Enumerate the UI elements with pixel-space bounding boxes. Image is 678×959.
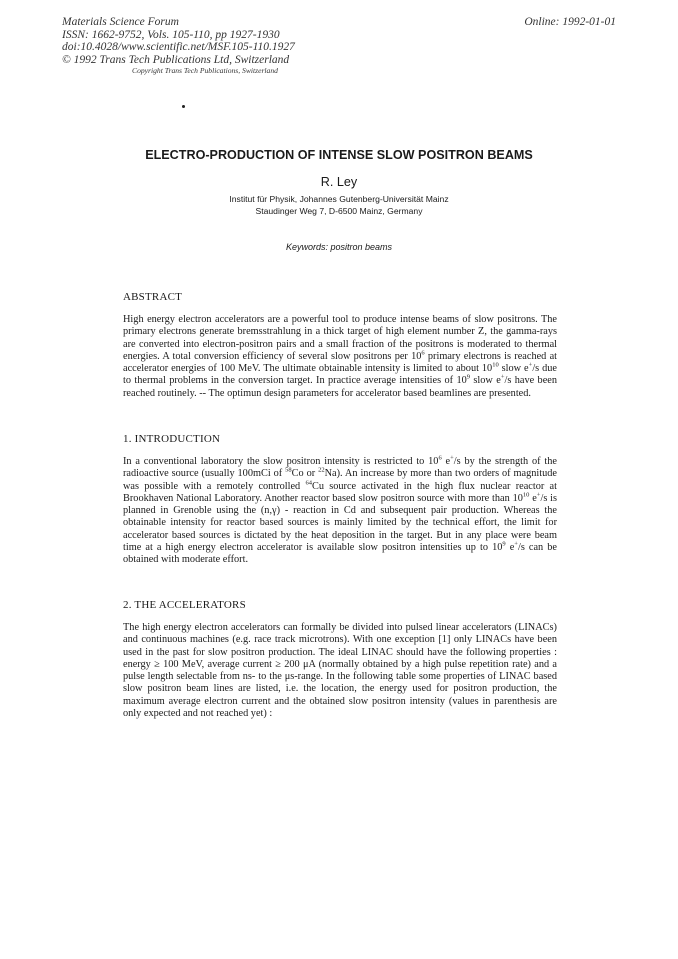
keywords: Keywords: positron beams [285,242,393,252]
stray-dot [182,105,185,108]
accelerators-paragraph: The high energy electron accelerators can formally be divided into pulsed linear accelerators (LINACs) and continuous machines (e.g. race track microtrons). With one exception [1] only LINACs have been used in the past for slow positron production. The ideal LINAC should have the following properties : energy ≥ 100 MeV, average current ≥ 200 μA (normally obtained by a high pulse repetition rate) and a pulse length selectable from ns- to the μs-range. In the following table some properties of LINAC based slow positron beam lines are listed, i.e. the location, the energy used for positron production, the maximum average electron current and the obtained slow positron intensity (values in parenthesis are only expected and not reached yet) : [123,622,557,720]
affiliation-institute: Institut für Physik, Johannes Gutenberg-Universität Mainz [229,194,449,204]
journal-header [62,16,295,66]
paper-author: R. Ley [320,175,358,189]
journal-name: Materials Science Forum [62,16,179,28]
abstract-paragraph: High energy electron accelerators are a powerful tool to produce intense beams of slow positrons. The primary electrons generate bremsstrahlung in a thick target of high element number Z, the gamma-rays are converted into electron-positron pairs and a small fraction of the positrons is moderated to thermal energies. A total conversion efficiency of several slow positrons per $10^6$ primary electrons is reached at accelerator energies of 100 MeV. The ultimate obtainable intensity is limited to about $10^{10}$ slow e+/s due to thermal problems in the conversion target. In practice average intensities of $10^9$ slow e+/s have been reached routinely. -- The optimun design parameters for accelerator based beamlines are presented. [123,314,558,399]
small-copyright: Copyright Trans Tech Publications, Switzerland [132,66,278,75]
doi-link[interactable]: doi:10.4028/www.scientific.net/MSF.105-110.1927 [62,41,295,54]
paper-title: ELECTRO-PRODUCTION OF INTENSE SLOW POSITRON BEAMS [145,148,533,162]
issn-line: ISSN: 1662-9752, Vols. 105-110, pp 1927-1930 [62,28,280,41]
online-date: Online: 1992-01-01 [524,16,616,28]
affiliation-address: Staudinger Weg 7, D-6500 Mainz, Germany [255,205,423,216]
affiliation [0,194,678,217]
introduction-paragraph: In a conventional laboratory the slow positron intensity is restricted to $10^6$ e+/s by the strength of the radioactive source (usually 100mCi of $^{58}$Co or $^{22}$Na). An increase by more than two orders of magnitude was possible with a remotely controlled $^{64}$Cu source activated in the high flux nuclear reactor at Brookhaven National Laboratory. Another reactor based slow positron source with more than $10^{10}$ e+/s is planned in Grenoble using the (n,γ) - reaction in Cd and subsequent pair production. Whereas the obtainable intensity for reactor based sources is mainly limited by the technical effort, the limit for accelerator based sources is dictated by the heat deposition in the target. But in any place were beam time at a high energy electron accelerator is available slow positron intensities up to $10^9$ e+/s can be obtained with moderate effort. [123,454,557,566]
copyright-line: © 1992 Trans Tech Publications Ltd, Switzerland [62,53,290,66]
introduction-heading: 1. INTRODUCTION [123,433,221,445]
accelerators-heading: 2. THE ACCELERATORS [123,599,246,611]
abstract-heading: ABSTRACT [123,291,183,303]
